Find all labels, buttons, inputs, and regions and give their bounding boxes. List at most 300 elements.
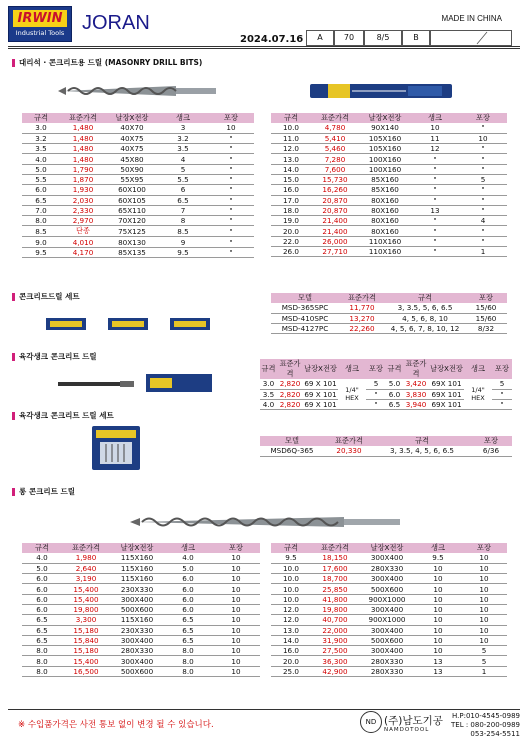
masonry-table-left: [22, 113, 254, 258]
table-row: [22, 247, 254, 257]
table-cell: 10: [415, 635, 461, 645]
col-header-shank: 생크: [164, 543, 212, 553]
table-cell: 4.0: [22, 553, 62, 563]
table-cell: MSD-365SPC: [271, 303, 339, 313]
table-cell: 10: [461, 574, 507, 584]
table-cell: 3.5: [158, 144, 208, 154]
table-cell: 1,480: [60, 144, 106, 154]
table-cell: 15,400: [62, 584, 110, 594]
table-cell: 80X160: [359, 205, 411, 215]
table-cell: 5,460: [311, 144, 359, 154]
table-cell: ": [411, 185, 459, 195]
table-cell: 18.0: [271, 205, 311, 215]
table-cell: MSD6Q-365: [260, 446, 324, 456]
table-cell: 115X160: [110, 563, 164, 573]
table-row: [271, 635, 507, 645]
table-cell: 69 X 101: [304, 379, 337, 389]
table-row: [22, 604, 260, 614]
table-row: [271, 666, 507, 676]
code-cell-page: 70: [334, 30, 364, 46]
table-cell: 16.0: [271, 185, 311, 195]
made-in-label: MADE IN CHINA: [441, 14, 502, 23]
table-cell: 10: [415, 625, 461, 635]
table-cell: 85X135: [106, 247, 158, 257]
table-cell: 90X140: [359, 123, 411, 133]
table-cell: 3, 3.5, 5, 6, 6.5: [385, 303, 465, 313]
col-header-shank: 생크: [158, 113, 208, 123]
table-cell: 15,400: [62, 656, 110, 666]
table-cell: 6.5: [164, 635, 212, 645]
table-cell: 19,800: [311, 604, 359, 614]
table-cell: 13: [415, 656, 461, 666]
table-cell: 8.0: [164, 666, 212, 676]
section-title-hex-drill-set: 육각생크 콘크리트 드릴 세트: [12, 410, 114, 421]
table-cell: 60X100: [106, 185, 158, 195]
table-cell: 10: [212, 604, 260, 614]
table-cell: 69X 101: [429, 389, 464, 399]
table-cell: ": [411, 164, 459, 174]
col-header-price: 표준가격: [339, 293, 385, 303]
table-cell: 8.0: [22, 646, 62, 656]
table-cell: 5.0: [22, 563, 62, 573]
table-row: [271, 625, 507, 635]
col-header-price: 표준가격: [62, 543, 110, 553]
long-drill-table-left: [22, 543, 260, 677]
table-row: [22, 615, 260, 625]
table-cell: 17,600: [311, 563, 359, 573]
table-cell: 10: [212, 666, 260, 676]
table-cell: 60X105: [106, 195, 158, 205]
table-cell: 22,000: [311, 625, 359, 635]
table-cell: 3.2: [22, 133, 60, 143]
table-row: [271, 313, 507, 323]
table-cell: 9.5: [271, 553, 311, 563]
table-cell: 8.5: [158, 226, 208, 237]
table-row: [22, 594, 260, 604]
table-cell: 20.0: [271, 656, 311, 666]
col-header-size: 규격: [271, 113, 311, 123]
col-header-price: 표준가격: [403, 359, 429, 379]
table-cell: 25,850: [311, 584, 359, 594]
table-cell: 6.5: [22, 625, 62, 635]
table-header-row: [22, 543, 260, 553]
table-cell: 13: [411, 205, 459, 215]
table-row: [22, 216, 254, 226]
table-cell: 10.0: [271, 594, 311, 604]
table-cell: 6.0: [22, 185, 60, 195]
table-cell: 8.0: [22, 216, 60, 226]
table-cell: 85X160: [359, 174, 411, 184]
table-cell: 42,900: [311, 666, 359, 676]
col-header-price: 표준가격: [324, 436, 374, 446]
table-cell: 69X 101: [429, 400, 464, 410]
col-header-model: 모델: [271, 293, 339, 303]
table-cell: 6.5: [22, 615, 62, 625]
table-cell: 7,600: [311, 164, 359, 174]
table-cell: 11: [411, 133, 459, 143]
table-cell: 69 X 101: [304, 400, 337, 410]
table-cell: 6.0: [164, 604, 212, 614]
table-cell: 5.0: [164, 563, 212, 573]
table-cell: 10: [411, 123, 459, 133]
table-cell: 105X160: [359, 133, 411, 143]
table-cell: 12.0: [271, 144, 311, 154]
table-cell: 3: [158, 123, 208, 133]
table-cell: 14.0: [271, 635, 311, 645]
table-cell: 21,400: [311, 226, 359, 236]
table-cell: ": [208, 237, 254, 247]
table-cell: 10: [212, 615, 260, 625]
table-cell: ": [459, 144, 507, 154]
table-cell: 6/36: [470, 446, 512, 456]
table-cell: 5.5: [158, 174, 208, 184]
table-header-row: [271, 543, 507, 553]
table-cell: 300X400: [359, 553, 415, 563]
table-row: [22, 226, 254, 237]
table-row: [22, 237, 254, 247]
table-cell: 2,030: [60, 195, 106, 205]
table-cell: ": [459, 205, 507, 215]
col-header-length: 날장X전장: [110, 543, 164, 553]
col-header-pack: 포장: [459, 113, 507, 123]
table-cell: 4.0: [164, 553, 212, 563]
table-cell: 5: [459, 174, 507, 184]
table-cell: 9.0: [22, 237, 60, 247]
table-row: [271, 164, 507, 174]
table-cell: 500X600: [359, 584, 415, 594]
table-cell: 31,900: [311, 635, 359, 645]
table-cell: 100X160: [359, 154, 411, 164]
table-cell: 9: [158, 237, 208, 247]
table-cell: 13.0: [271, 154, 311, 164]
table-cell: ": [492, 400, 512, 410]
col-header-pack: 포장: [465, 293, 507, 303]
table-cell: ": [411, 174, 459, 184]
code-cell-a: A: [306, 30, 334, 46]
table-row: [22, 635, 260, 645]
table-cell: 4, 5, 6, 7, 8, 10, 12: [385, 324, 465, 334]
table-row: [271, 174, 507, 184]
table-cell: 300X400: [110, 656, 164, 666]
table-cell: 3.0: [22, 123, 60, 133]
table-cell: 7: [158, 205, 208, 215]
table-cell: 8.0: [22, 666, 62, 676]
table-cell: 26.0: [271, 247, 311, 257]
table-cell: ": [208, 247, 254, 257]
table-row: [271, 646, 507, 656]
table-cell: 19.0: [271, 216, 311, 226]
table-row: [22, 144, 254, 154]
col-header-shank: 생크: [464, 359, 492, 379]
table-cell: 6.5: [164, 625, 212, 635]
table-cell: ": [411, 247, 459, 257]
table-cell: 5,410: [311, 133, 359, 143]
table-cell: 8.0: [22, 656, 62, 666]
table-cell: 6.5: [386, 400, 403, 410]
table-row: [271, 123, 507, 133]
table-cell: 80X160: [359, 226, 411, 236]
table-cell: 300X400: [110, 594, 164, 604]
table-cell: 10: [208, 123, 254, 133]
table-cell: 10: [461, 594, 507, 604]
table-cell: 40X70: [106, 123, 158, 133]
table-row: [22, 574, 260, 584]
table-cell: 10: [459, 133, 507, 143]
table-cell: 280X330: [359, 666, 415, 676]
table-cell: 1,790: [60, 164, 106, 174]
table-row: [271, 604, 507, 614]
table-cell: 65X110: [106, 205, 158, 215]
table-header-row: [271, 293, 507, 303]
table-cell: ": [208, 205, 254, 215]
table-row: [271, 584, 507, 594]
col-header-shank: 생크: [415, 543, 461, 553]
table-cell: 40,700: [311, 615, 359, 625]
drill-set-table: [271, 293, 507, 334]
table-row: [271, 216, 507, 226]
col-header-spec: 규격: [374, 436, 470, 446]
col-header-length: 날장X전장: [106, 113, 158, 123]
table-cell: 20.0: [271, 226, 311, 236]
table-cell: 5.0: [386, 379, 403, 389]
table-row: [271, 594, 507, 604]
col-header-length: 날장X전장: [303, 359, 338, 379]
table-cell: 300X400: [110, 635, 164, 645]
table-row: [260, 446, 512, 456]
col-header-pack: 포장: [492, 359, 512, 379]
table-cell: 11.0: [271, 133, 311, 143]
table-cell: 21,400: [311, 216, 359, 226]
table-cell: 230X330: [110, 584, 164, 594]
table-cell: 5.0: [22, 164, 60, 174]
table-row: [271, 615, 507, 625]
table-cell: 3,940: [403, 400, 429, 410]
table-cell: ": [459, 195, 507, 205]
col-header-shank: 생크: [338, 359, 366, 379]
table-cell: ": [208, 195, 254, 205]
logo-wordmark: IRWIN: [13, 10, 67, 27]
table-cell: 4.0: [260, 400, 277, 410]
table-cell: 5: [158, 164, 208, 174]
code-cell-fraction: 8/5: [364, 30, 402, 46]
table-cell: 27,500: [311, 646, 359, 656]
section-title-masonry: 대리석 · 콘크리트용 드릴 (MASONRY DRILL BITS): [12, 57, 202, 68]
table-cell: ": [208, 226, 254, 237]
col-header-size: 규격: [386, 359, 403, 379]
table-cell: 1: [461, 666, 507, 676]
table-row: [22, 563, 260, 573]
masonry-table-right: [271, 113, 507, 257]
table-cell: 300X400: [359, 604, 415, 614]
table-row: [22, 646, 260, 656]
table-cell: 10.0: [271, 584, 311, 594]
table-cell: ": [208, 174, 254, 184]
table-cell: 40X75: [106, 144, 158, 154]
table-cell: 4: [459, 216, 507, 226]
table-row: [260, 379, 512, 389]
table-cell: 10: [212, 656, 260, 666]
table-cell: 10: [415, 584, 461, 594]
table-cell: 16,260: [311, 185, 359, 195]
table-cell: 6: [158, 185, 208, 195]
table-cell: ": [366, 400, 386, 410]
table-cell: 15,400: [62, 594, 110, 604]
code-cell-b: B: [402, 30, 430, 46]
table-cell: 110X160: [359, 247, 411, 257]
table-cell: 6.5: [164, 615, 212, 625]
table-cell: MSD-410SPC: [271, 313, 339, 323]
table-cell: 8.0: [164, 656, 212, 666]
table-cell: 9.5: [22, 247, 60, 257]
table-cell: 6.5: [158, 195, 208, 205]
table-cell: 10: [415, 594, 461, 604]
table-cell: 7,280: [311, 154, 359, 164]
shank-cell: 1/4" HEX: [338, 379, 366, 410]
table-cell: 6.0: [164, 584, 212, 594]
table-cell: 3,190: [62, 574, 110, 584]
table-cell: 5: [366, 379, 386, 389]
table-cell: 6.5: [22, 195, 60, 205]
col-header-size: 규격: [22, 543, 62, 553]
table-cell: 8.0: [164, 646, 212, 656]
table-cell: 40X75: [106, 133, 158, 143]
table-cell: MSD-4127PC: [271, 324, 339, 334]
table-cell: 41,800: [311, 594, 359, 604]
table-cell: 16.0: [271, 646, 311, 656]
code-cell-blank: [430, 30, 512, 46]
col-header-length: 날장X전장: [429, 359, 464, 379]
table-cell: 300X400: [359, 646, 415, 656]
table-cell: 10: [212, 563, 260, 573]
table-cell: ": [411, 236, 459, 246]
table-cell: 6.0: [164, 574, 212, 584]
hex-drill-set-image: [92, 426, 142, 472]
table-cell: 3,830: [403, 389, 429, 399]
table-cell: 15,180: [62, 646, 110, 656]
table-row: [271, 195, 507, 205]
table-cell: 15.0: [271, 174, 311, 184]
table-cell: 18,150: [311, 553, 359, 563]
table-cell: 13: [415, 666, 461, 676]
table-cell: 13,270: [339, 313, 385, 323]
price-notice: ※ 수입품가격은 사전 통보 없이 변경 될 수 있습니다.: [18, 720, 214, 730]
table-cell: 10.0: [271, 574, 311, 584]
table-header-row: [260, 436, 512, 446]
table-cell: 15/60: [465, 313, 507, 323]
table-cell: 14.0: [271, 164, 311, 174]
table-row: [271, 154, 507, 164]
table-cell: 80X130: [106, 237, 158, 247]
table-cell: 80X160: [359, 195, 411, 205]
table-cell: 36,300: [311, 656, 359, 666]
hex-drill-table: [260, 359, 512, 410]
table-row: [22, 164, 254, 174]
table-row: [22, 553, 260, 563]
slash-icon: [431, 31, 511, 45]
table-cell: 22,260: [339, 324, 385, 334]
table-row: [22, 123, 254, 133]
table-cell: 5.5: [22, 174, 60, 184]
table-cell: 15,840: [62, 635, 110, 645]
table-cell: 10: [461, 604, 507, 614]
col-header-length: 날장X전장: [359, 543, 415, 553]
table-cell: 10: [212, 553, 260, 563]
table-cell: 110X160: [359, 236, 411, 246]
table-cell: 5: [461, 656, 507, 666]
table-cell: 2,820: [277, 400, 303, 410]
table-cell: 6.0: [22, 574, 62, 584]
table-cell: 15/60: [465, 303, 507, 313]
col-header-model: 모델: [260, 436, 324, 446]
table-cell: 20,870: [311, 205, 359, 215]
shank-cell: 1/4" HEX: [464, 379, 492, 410]
section-title-hex-drill: 육각생크 콘크리트 드릴: [12, 351, 97, 362]
hex-drill-set-table: [260, 436, 512, 457]
table-cell: 85X160: [359, 185, 411, 195]
section-title-long-drill: 롱 콘크리트 드릴: [12, 486, 75, 497]
table-cell: 3.2: [158, 133, 208, 143]
table-cell: 1,480: [60, 123, 106, 133]
irwin-logo: [8, 6, 72, 42]
table-cell: 1: [459, 247, 507, 257]
table-cell: 10: [212, 646, 260, 656]
table-cell: 115X160: [110, 553, 164, 563]
table-cell: 8: [158, 216, 208, 226]
table-cell: ": [366, 389, 386, 399]
table-row: [22, 185, 254, 195]
table-cell: 4,780: [311, 123, 359, 133]
table-cell: 70X120: [106, 216, 158, 226]
table-row: [22, 584, 260, 594]
table-cell: 2,820: [277, 389, 303, 399]
table-cell: 6.0: [22, 584, 62, 594]
table-cell: 19,800: [62, 604, 110, 614]
table-cell: 10: [461, 635, 507, 645]
table-cell: 2,820: [277, 379, 303, 389]
table-cell: 11,770: [339, 303, 385, 313]
col-header-price: 표준가격: [311, 113, 359, 123]
table-cell: ": [492, 389, 512, 399]
table-cell: 8/32: [465, 324, 507, 334]
col-header-pack: 포장: [366, 359, 386, 379]
table-cell: 3, 3.5, 4, 5, 6, 6.5: [374, 446, 470, 456]
table-row: [22, 656, 260, 666]
hex-drill-images: [58, 374, 218, 394]
table-cell: 25.0: [271, 666, 311, 676]
table-cell: 16,500: [62, 666, 110, 676]
table-cell: 26,000: [311, 236, 359, 246]
table-cell: 3.5: [260, 389, 277, 399]
table-cell: 6.0: [22, 604, 62, 614]
table-cell: 15,180: [62, 625, 110, 635]
table-row: [271, 656, 507, 666]
table-cell: 6.0: [386, 389, 403, 399]
table-cell: 4,170: [60, 247, 106, 257]
table-cell: 8.5: [22, 226, 60, 237]
table-cell: 4: [158, 154, 208, 164]
table-cell: 22.0: [271, 236, 311, 246]
table-cell: 500X600: [359, 635, 415, 645]
col-header-size: 규격: [271, 543, 311, 553]
long-drill-table-right: [271, 543, 507, 677]
table-header-row: [271, 113, 507, 123]
phone-tel: TEL : 080-200-0989: [451, 721, 520, 729]
table-cell: 10: [461, 615, 507, 625]
table-row: [271, 303, 507, 313]
table-cell: 3.0: [260, 379, 277, 389]
table-cell: 5: [461, 646, 507, 656]
table-cell: ": [459, 226, 507, 236]
